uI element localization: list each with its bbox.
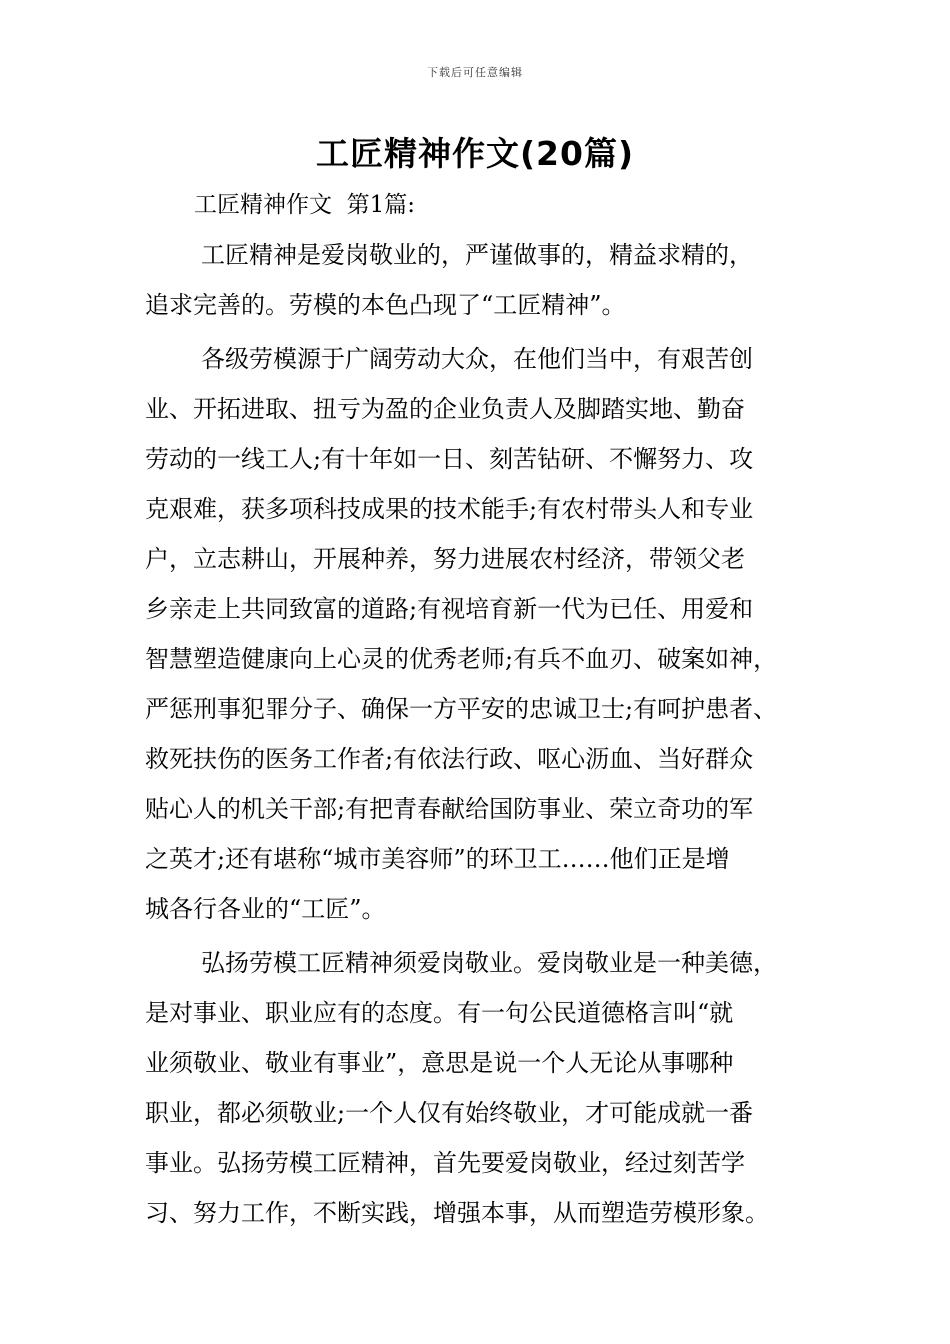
paragraph-3 bbox=[145, 938, 835, 1238]
text-line: 严惩刑事犯罪分子、确保一方平安的忠诚卫士;有呵护患者、 bbox=[145, 695, 778, 723]
document-body bbox=[145, 230, 835, 1242]
text-line: 业、开拓进取、扭亏为盈的企业负责人及脚踏实地、勤奋 bbox=[145, 395, 745, 423]
paragraph-1 bbox=[145, 230, 835, 330]
text-line: 职业，都必须敬业;一个人仅有始终敬业，才可能成就一番 bbox=[145, 1099, 754, 1127]
text-line: 劳动的一线工人;有十年如一日、刻苦钻研、不懈努力、攻 bbox=[145, 445, 754, 473]
text-line: 业须敬业、敬业有事业”，意思是说一个人无论从事哪种 bbox=[145, 1049, 734, 1077]
text-line: 城各行各业的“工匠”。 bbox=[145, 895, 386, 923]
text-line: 救死扶伤的医务工作者;有依法行政、呕心沥血、当好群众 bbox=[145, 745, 754, 773]
text-line: 智慧塑造健康向上心灵的优秀老师;有兵不血刃、破案如神， bbox=[145, 645, 778, 673]
text-line: 是对事业、职业应有的态度。有一句公民道德格言叫“就 bbox=[145, 999, 734, 1027]
text-line: 贴心人的机关干部;有把青春献给国防事业、荣立奇功的军 bbox=[145, 795, 754, 823]
text-line: 工匠精神是爱岗敬业的，严谨做事的，精益求精的， bbox=[201, 241, 753, 269]
text-line: 事业。弘扬劳模工匠精神，首先要爱岗敬业，经过刻苦学 bbox=[145, 1149, 745, 1177]
section-subtitle: 工匠精神作文 第1篇: bbox=[194, 192, 416, 218]
text-line: 弘扬劳模工匠精神须爱岗敬业。爱岗敬业是一种美德， bbox=[201, 949, 777, 977]
text-line: 之英才;还有堪称“城市美容师”的环卫工……他们正是增 bbox=[145, 845, 730, 873]
page-header-note: 下载后可任意编辑 bbox=[427, 66, 523, 79]
text-line: 户，立志耕山，开展种养，努力进展农村经济，带领父老 bbox=[145, 545, 745, 573]
text-line: 各级劳模源于广阔劳动大众，在他们当中，有艰苦创 bbox=[201, 345, 753, 373]
text-line: 习、努力工作，不断实践，增强本事，从而塑造劳模形象。 bbox=[145, 1199, 769, 1227]
text-line: 乡亲走上共同致富的道路;有视培育新一代为已任、用爱和 bbox=[145, 595, 754, 623]
text-line: 追求完善的。劳模的本色凸现了“工匠精神”。 bbox=[145, 291, 626, 319]
text-line: 克艰难，获多项科技成果的技术能手;有农村带头人和专业 bbox=[145, 495, 754, 523]
paragraph-2 bbox=[145, 334, 835, 934]
document-title: 工匠精神作文(20篇) bbox=[315, 134, 635, 173]
